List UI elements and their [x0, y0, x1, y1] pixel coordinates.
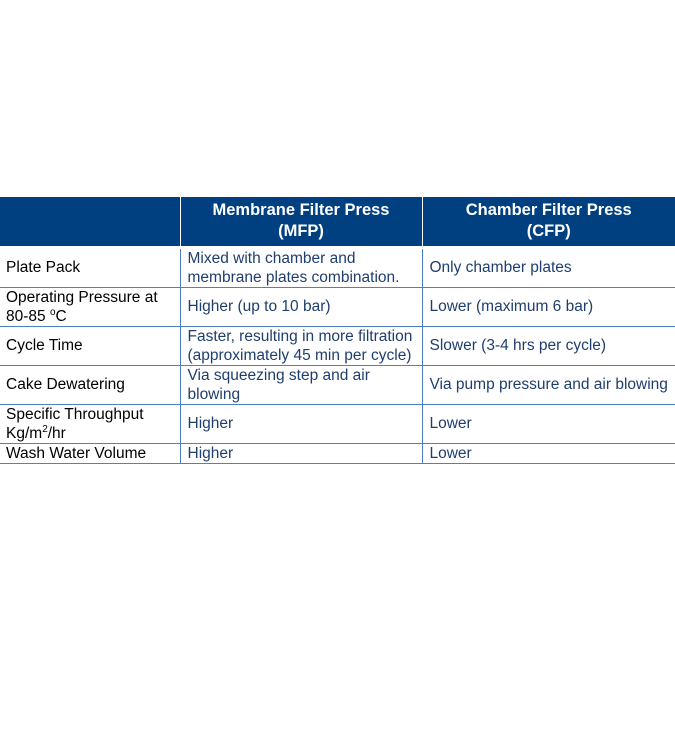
row-label-text: Specific Throughput Kg/m [6, 405, 144, 442]
header-cell-cfp [422, 197, 675, 247]
row-label-text: Cycle Time [6, 337, 83, 354]
cell-cfp-specific-throughput: Lower [422, 404, 675, 443]
header-cell-blank [0, 197, 180, 247]
table-row [0, 404, 675, 443]
cell-mfp-operating-pressure: Higher (up to 10 bar) [180, 287, 422, 326]
header-cell-mfp [180, 197, 422, 247]
cell-mfp-plate-pack: Mixed with chamber and membrane plates combination. [180, 247, 422, 287]
degree-superscript: o [49, 306, 56, 318]
cell-mfp-cake-dewatering: Via squeezing step and air blowing [180, 365, 422, 404]
table-row [0, 326, 675, 365]
row-label-text: Operating Pressure at 80-85 [6, 288, 158, 325]
comparison-table [0, 197, 675, 464]
table-header-row [0, 197, 675, 247]
row-label-cake-dewatering [0, 365, 180, 404]
row-label-cycle-time [0, 326, 180, 365]
header-mfp-line2: (MFP) [278, 222, 324, 241]
squared-superscript: 2 [42, 423, 48, 435]
cell-cfp-cake-dewatering: Via pump pressure and air blowing [422, 365, 675, 404]
cell-mfp-specific-throughput: Higher [180, 404, 422, 443]
row-label-specific-throughput [0, 404, 180, 443]
row-label-text: Plate Pack [6, 259, 81, 276]
table-row [0, 443, 675, 463]
row-label-plate-pack [0, 247, 180, 287]
header-cfp-line1: Chamber Filter Press [465, 201, 632, 220]
cell-cfp-cycle-time: Slower (3-4 hrs per cycle) [422, 326, 675, 365]
row-label-unit: C [55, 307, 67, 325]
cell-mfp-wash-water-volume: Higher [180, 443, 422, 463]
table-row [0, 287, 675, 326]
cell-cfp-operating-pressure: Lower (maximum 6 bar) [422, 287, 675, 326]
header-cfp-line2: (CFP) [526, 222, 571, 241]
row-label-wash-water-volume [0, 443, 180, 463]
row-label-text: Cake Dewatering [6, 376, 125, 393]
table-row [0, 365, 675, 404]
cell-cfp-wash-water-volume: Lower [422, 443, 675, 463]
row-label-text: Wash Water Volume [6, 444, 147, 462]
table-row [0, 247, 675, 287]
cell-mfp-cycle-time: Faster, resulting in more filtration (approximately 45 min per cycle) [180, 326, 422, 365]
row-label-operating-pressure [0, 287, 180, 326]
header-mfp-line1: Membrane Filter Press [212, 201, 390, 220]
row-label-unit: /hr [47, 424, 66, 442]
cell-cfp-plate-pack: Only chamber plates [422, 247, 675, 287]
